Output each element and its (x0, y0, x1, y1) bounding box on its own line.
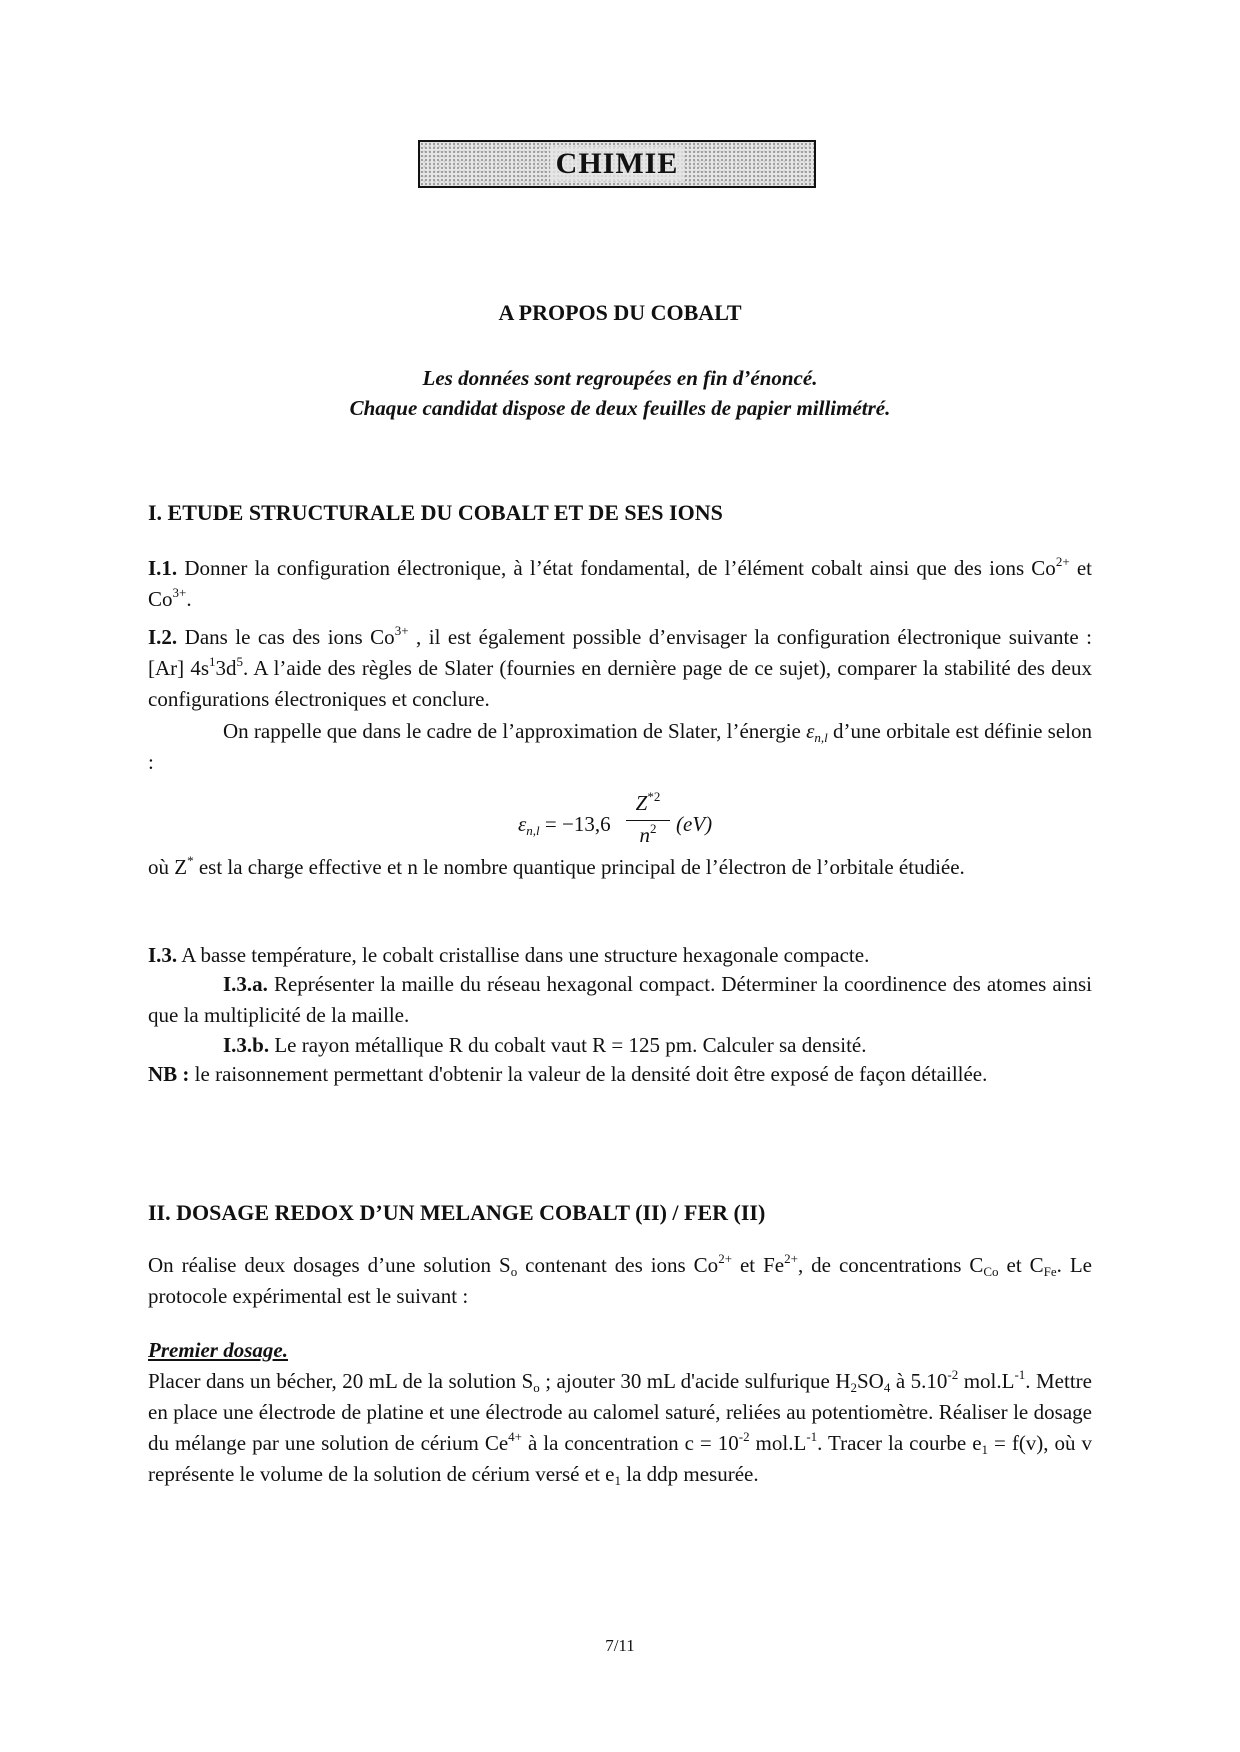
page-number: 7/11 (605, 1636, 635, 1655)
slater-paragraph: On rappelle que dans le cadre de l’approximation de Slater, l’énergie $\varepsilon_{n,l}$ d’une orbitale est définie selon : (148, 719, 1092, 774)
question-label: I.3.b. (223, 1033, 270, 1057)
section-2-heading: II. DOSAGE REDOX D’UN MELANGE COBALT (II) / FER (II) (148, 1200, 766, 1225)
formula-fraction: $Z^{*2}$ $n^2$ (624, 788, 672, 849)
question-1-2: I.2. Dans le cas des ions $Co^{3+}$ , il est également possible d’envisager la configuration électronique suivante : [Ar] $4s^13d^5$. A l’aide des règles de Slater (fournies en dernière page de ce sujet), comparer la stabilité des deux configurations électroniques et conclure. (148, 623, 1092, 711)
question-label: I.1. (148, 556, 178, 580)
header-banner (418, 140, 816, 188)
formula-explanation: où Z* est la charge effective et n le nombre quantique principal de l’électron de l’orbitale étudiée. (148, 853, 965, 879)
question-label: I.3.a. (223, 972, 268, 996)
intro-line-1: Les données sont regroupées en fin d’énoncé. (422, 366, 818, 390)
intro-line-2: Chaque candidat dispose de deux feuilles de papier millimétré. (349, 396, 891, 420)
main-title: A PROPOS DU COBALT (498, 300, 742, 325)
question-1-3-b: I.3.b. Le rayon métallique R du cobalt vaut R = 125 pm. Calculer sa densité. (223, 1033, 867, 1057)
section-2-intro: On réalise deux dosages d’une solution $S_o$ contenant des ions $Co^{2+}$ et $Fe^{2+}$, de concentrations $C_{Co}$ et $C_{Fe}$. Le protocole expérimental est le suivant : (148, 1251, 1092, 1308)
first-dosage-heading: Premier dosage. (148, 1338, 288, 1362)
question-label: I.2. (148, 625, 178, 649)
question-1-3-a: I.3.a. Représenter la maille du réseau hexagonal compact. Déterminer la coordinence des atomes ainsi que la multiplicité de la maille. (148, 972, 1092, 1027)
header-title: CHIMIE (550, 147, 685, 181)
slater-formula: $\varepsilon_{n,l} = -13,6$ $Z^{*2}$ $n^2$ (eV) (518, 789, 713, 847)
question-1-3: I.3. A basse température, le cobalt cristallise dans une structure hexagonale compacte. (148, 943, 870, 967)
question-label: I.3. (148, 943, 178, 967)
question-1-1: I.1. Donner la configuration électronique, à l’état fondamental, de l’élément cobalt ainsi que des ions $Co^{2+}$ et $Co^{3+}$. (148, 554, 1092, 611)
nb-label: NB : (148, 1062, 190, 1086)
nb-note: NB : le raisonnement permettant d'obtenir la valeur de la densité doit être exposé de façon détaillée. (148, 1062, 988, 1086)
section-1-heading: I. ETUDE STRUCTURALE DU COBALT ET DE SES IONS (148, 500, 723, 525)
first-dosage-protocol: Placer dans un bécher, 20 mL de la solution $S_o$ ; ajouter 30 mL d'acide sulfurique $H_2SO_4$ à $5.10^{-2}$ $mol.L^{-1}$. Mettre en place une électrode de platine et une électrode au calomel saturé, reliées au potentiomètre. Réaliser le dosage du mélange par une solution de cérium $Ce^{4+}$ à la concentration $c = 10^{-2}$ $mol.L^{-1}$. Tracer la courbe $e_1 = f(v)$, où v représente le volume de la solution de cérium versé et $e_1$ la ddp mesurée. (148, 1367, 1092, 1488)
